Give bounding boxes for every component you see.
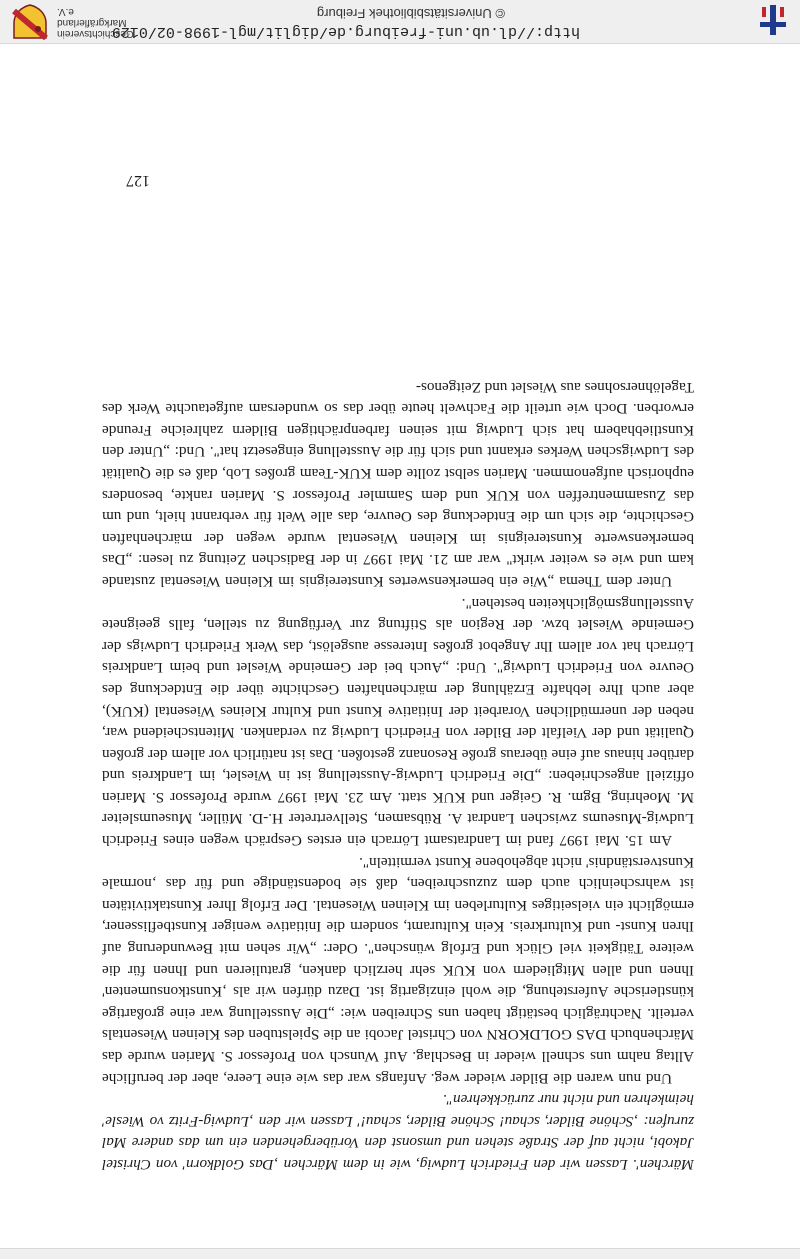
society-crest-icon bbox=[10, 3, 50, 41]
intro-italic-paragraph: Märchen'. Lassen wir den Friedrich Ludwig, wie in dem Märchen ‚Das Goldkorn' von Christel Jakobi, nicht auf der Straße stehen und umsonst den Vorübergehenden ein um das andere Mal zurufen: ‚Schöne Bilder, schau! Schöne Bilder, schau!' Lassen wir den ‚Ludwig-Fritz vo Wiesle' heimkehren und nicht nur zurückkehren". bbox=[102, 1091, 694, 1173]
paragraph-3: Unter dem Thema „Wie ein bemerkenswertes Kunstereignis im Kleinen Wiesental zustande kam und wie es weiter wirkt" war am 21. Mai 1997 in der Badischen Zeitung zu lesen: „Das bemerkenswerte Kunstereignis im Kleinen Wiesental wurde wegen der märchenhaften Geschichte, die sich um die Entdeckung des Oeuvre, das alle Welt für verbrannt hielt, und um das Zusammentreffen von KUK und dem Sammler Professor S. Marien rankte, besonders euphorisch aufgenommen. Marien selbst zollte dem KUK-Team großes Lob, daß es die Qualität des Ludwigschen Werkes erkannt und sich für die Ausstellung eingesetzt hat". Und: „Unter den Kunstliebhabern hat sich Ludwig mit seinen farbenprächtigen Bildern zahlreiche Freunde erworben. Doch wie urteilt die Fachwelt heute über das so wundersam aufgetauchte Werk des Tagelöhnersohnes aus Wieslet und Zeitgenos- bbox=[102, 378, 694, 590]
paragraph-2: Am 15. Mai 1997 fand im Landratsamt Lörrach ein erstes Gespräch wegen eines Friedrich Ludwig-Museums zwischen Landrat A. Rübsamen, Stellvertreter H.-D. Müller, Museumsleiter M. Moehring, Bgm. R. Geiger und KUK statt. Am 23. Mai 1997 wurde Professor S. Marien offiziell angeschrieben: „Die Friedrich Ludwig-Ausstellung ist in Wieslet, im Landkreis und darüber hinaus auf eine überaus große Resonanz gestoßen. Das ist natürlich vor allem der großen Qualität und der Vielfalt der Bilder von Friedrich Ludwig zu verdanken. Mitentscheidend war, neben der unermüdlichen Vorarbeit der Initiative Kunst und Kultur Kleines Wiesental (KUK), aber auch Ihre lebhafte Erzählung der märchenhaften Geschichte über die Entdeckung des Oeuvre von Friedrich Ludwig". Und: „Auch bei der Gemeinde Wieslet und beim Landkreis Lörrach hat vor allem Ihr Angebot großes Interesse ausgelöst, das Werk Friedrich Ludwigs der Gemeinde Wieslet bzw. der Region als Stiftung zur Verfügung zu stellen, falls geeignete Ausstellungsmöglichkeiten bestehen". bbox=[102, 594, 694, 850]
header-bar-partial bbox=[0, 1248, 800, 1259]
copyright-text: © Universitätsbibliothek Freiburg bbox=[316, 6, 505, 21]
document-text bbox=[102, 376, 694, 1175]
society-name bbox=[57, 6, 142, 39]
paragraph-1: Und nun waren die Bilder wieder weg. Anfangs war das wie eine Leere, aber der berufliche Alltag nahm uns schnell wieder in Beschlag. Auf Wunsch von Professor S. Marien wurde das Märchenbuch DAS GOLDKORN von Christel Jacobi an die Spielstuben des Kleinen Wiesentals verteilt. Nachträglich bestätigt haben uns Schreiben wie: „Die Ausstellung war eine großartige künstlerische Auferstehung, die wohl einzigartig ist. Dazu dürfen wir als ‚Kunstkonsumenten' Ihnen und allen Mitgliedern von KUK sehr herzlich danken, gratulieren und Ihnen für die weitere Tätigkeit viel Glück und Erfolg wünschen". Oder: „Wir sehen mit Bewunderung auf Ihren Kunst- und Kulturkreis. Kein Kulturamt, sondern die Initiative weniger Kunstbeflissener, ermöglicht ein vielseitiges Kulturleben im Kleinen Wiesental. Der Erfolg Ihrer Kunstaktivitäten ist wahrscheinlich auch dem zuzuschreiben, daß sie bodenständige und für das ‚normale Kunstverständnis' nicht abgehobene Kunst vermitteln". bbox=[102, 853, 694, 1087]
page-number: 127 bbox=[126, 172, 150, 189]
document-url[interactable]: http://dl.ub.uni-freiburg.de/diglit/mgl-1998-02/0129 bbox=[111, 23, 580, 40]
university-logo-icon bbox=[756, 3, 790, 37]
society-line-1: Geschichtsverein bbox=[57, 28, 134, 39]
society-line-2: Markgräflerland e.V. bbox=[57, 6, 127, 28]
